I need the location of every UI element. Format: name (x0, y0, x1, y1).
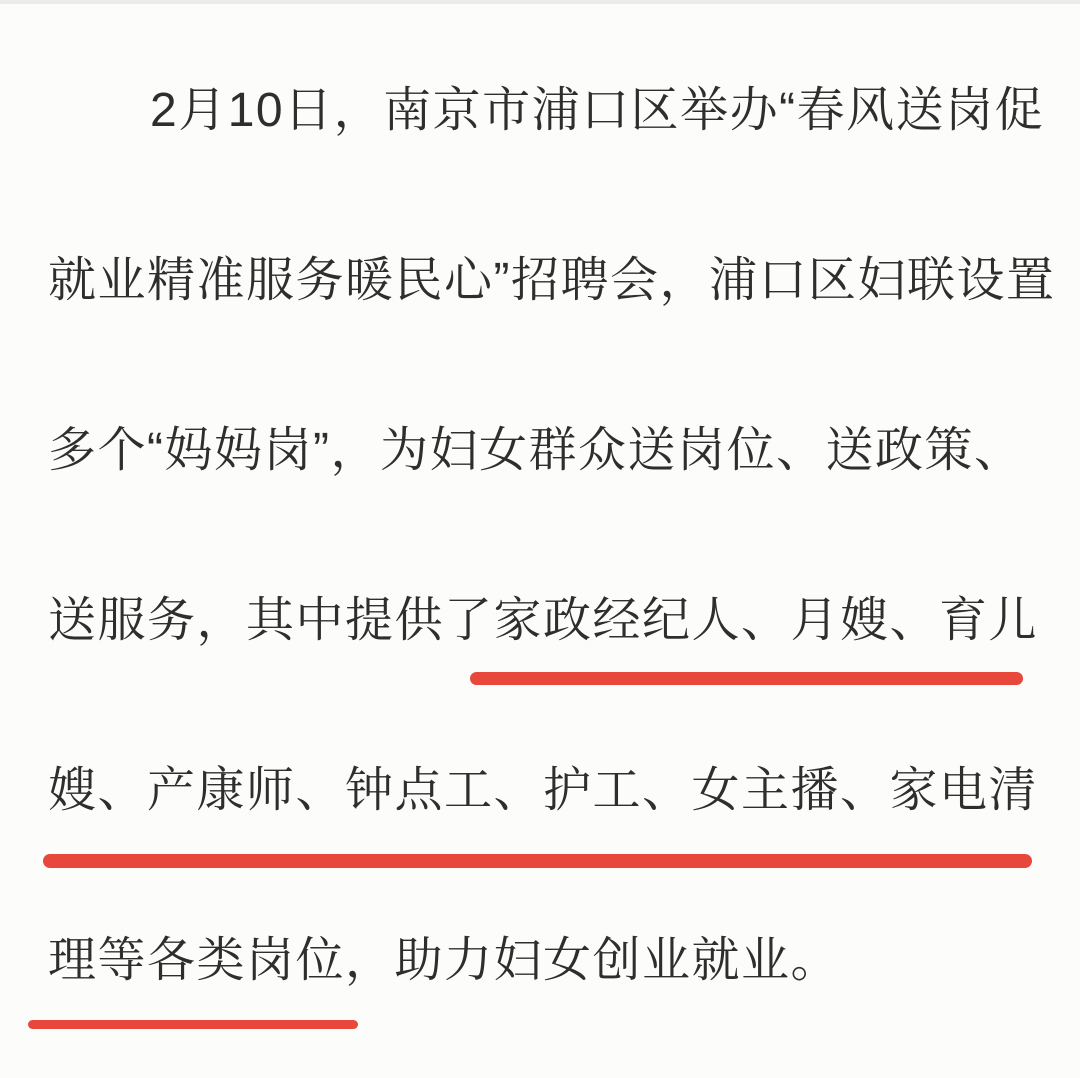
paragraph-line-6: 理等各类岗位，助力妇女创业就业。 (48, 934, 841, 987)
red-underline-3 (28, 1020, 358, 1029)
paragraph-line-4: 送服务，其中提供了家政经纪人、月嫂、育儿 (48, 594, 1039, 647)
paragraph-line-3: 多个“妈妈岗”，为妇女群众送岗位、送政策、 (48, 424, 1024, 477)
page-top-edge (0, 0, 1080, 4)
paragraph-line-2: 就业精准服务暖民心”招聘会，浦口区妇联设置 (48, 254, 1056, 307)
paragraph-line-5: 嫂、产康师、钟点工、护工、女主播、家电清 (48, 764, 1039, 817)
red-underline-1 (470, 672, 1023, 685)
paragraph-line-1: 2月10日，南京市浦口区举办“春风送岗促 (150, 84, 1045, 137)
red-underline-2 (43, 854, 1032, 868)
